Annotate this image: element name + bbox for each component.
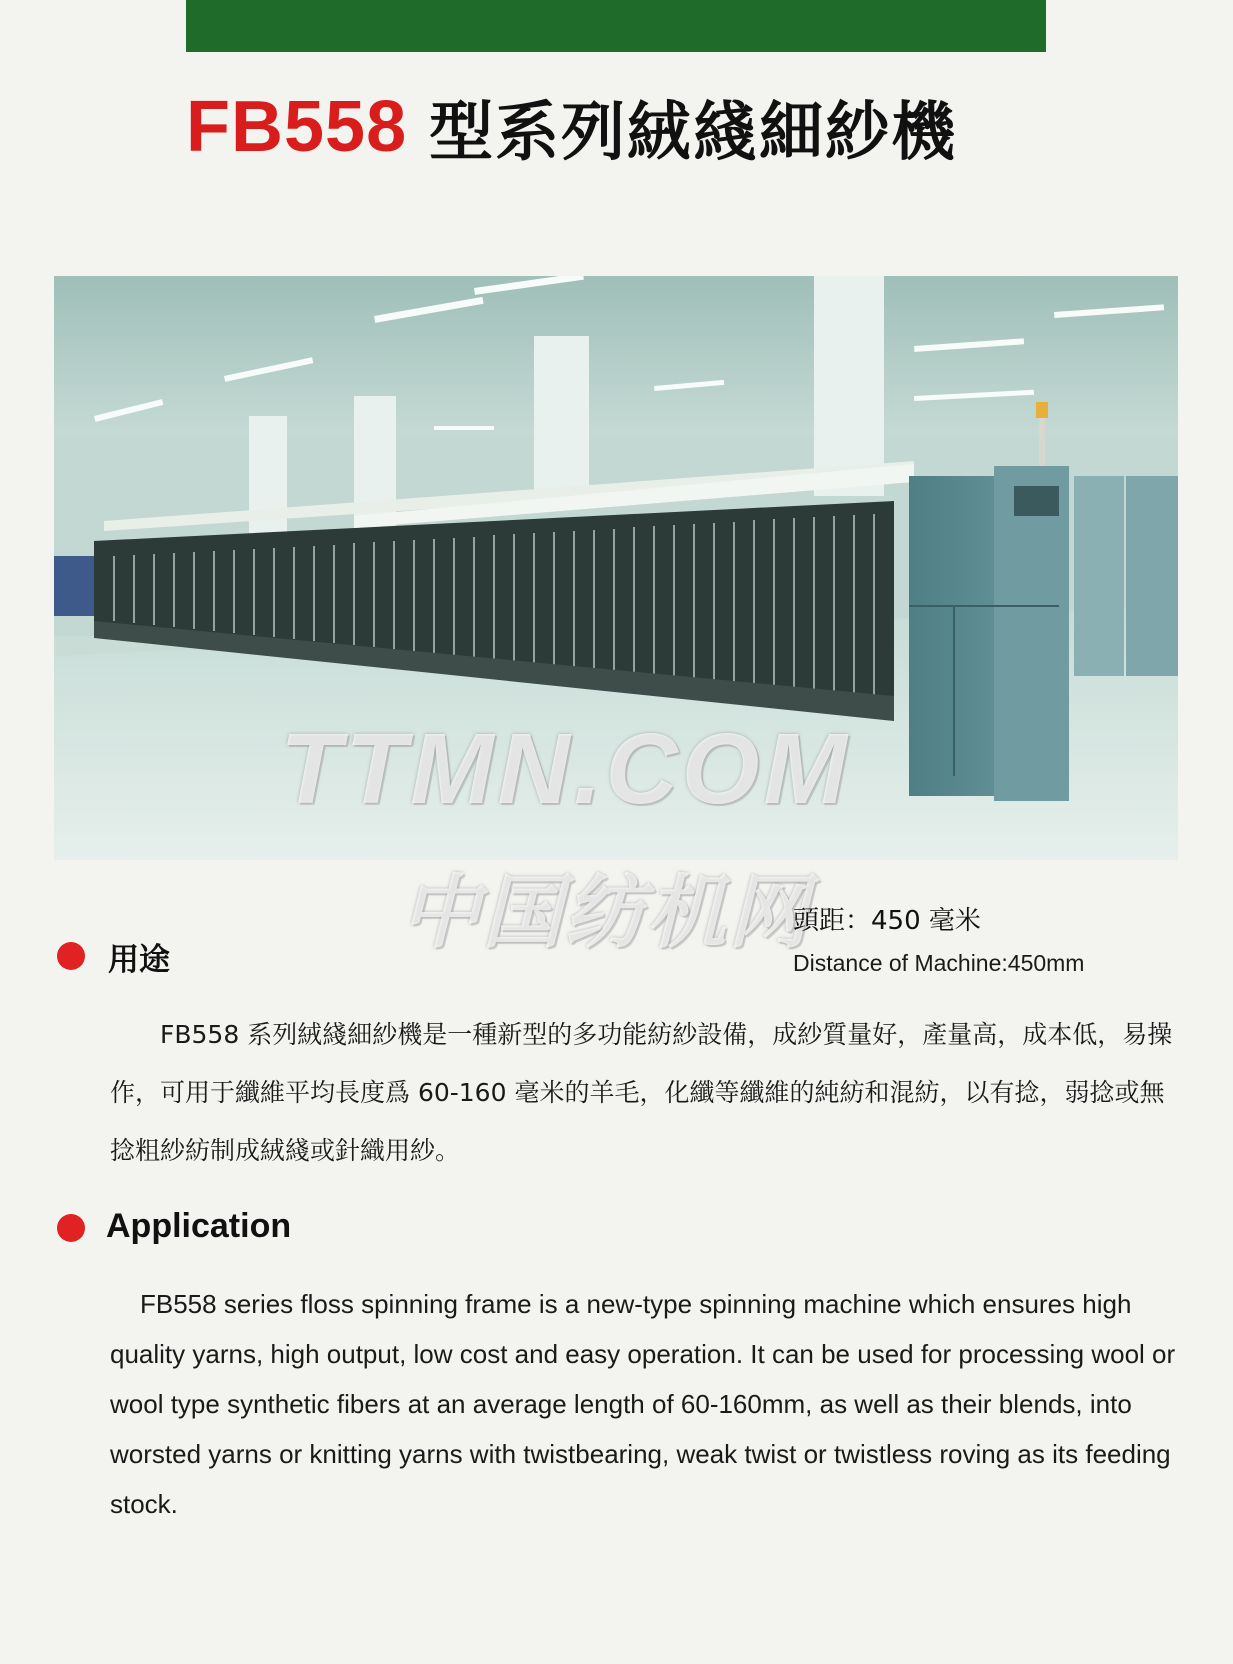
watermark-chinese: 中国纺机网 — [400, 866, 810, 959]
bullet-usage-icon — [57, 942, 85, 970]
bullet-application-icon — [57, 1214, 85, 1242]
spec-distance-en: Distance of Machine:450mm — [793, 950, 1085, 976]
title-chinese: 型系列絨綫細紗機 — [429, 96, 958, 170]
application-paragraph: FB558 series floss spinning frame is a new-type spinning machine which ensures high quality yarns, high output, low cost and easy operation. It can be used for processing wool or wool type synthetic fibers at an average length of 60-160mm, as well as their blends, into worsted yarns or knitting yarns with twistbearing, weak twist or twistless roving as its feeding stock. — [110, 1289, 1176, 1519]
header-color-bar — [186, 0, 1046, 52]
page-title — [186, 82, 1066, 172]
spec-distance-cn: 頭距：450 毫米 — [793, 906, 981, 936]
usage-heading: 用途 — [108, 942, 170, 978]
usage-paragraph: FB558 系列絨綫細紗機是一種新型的多功能紡紗設備，成紗質量好，產量高，成本低，易操作，可用于纖維平均長度爲 60-160 毫米的羊毛，化纖等纖維的純紡和混紡，以有捻，弱捻或無捻粗紗紡制成絨綫或針織用紗。 — [110, 1020, 1173, 1165]
application-heading: Application — [106, 1207, 292, 1245]
watermark-ttmn: TTMN.COM — [280, 713, 851, 825]
machine-spec — [793, 900, 1085, 976]
model-number: FB558 — [186, 87, 408, 167]
